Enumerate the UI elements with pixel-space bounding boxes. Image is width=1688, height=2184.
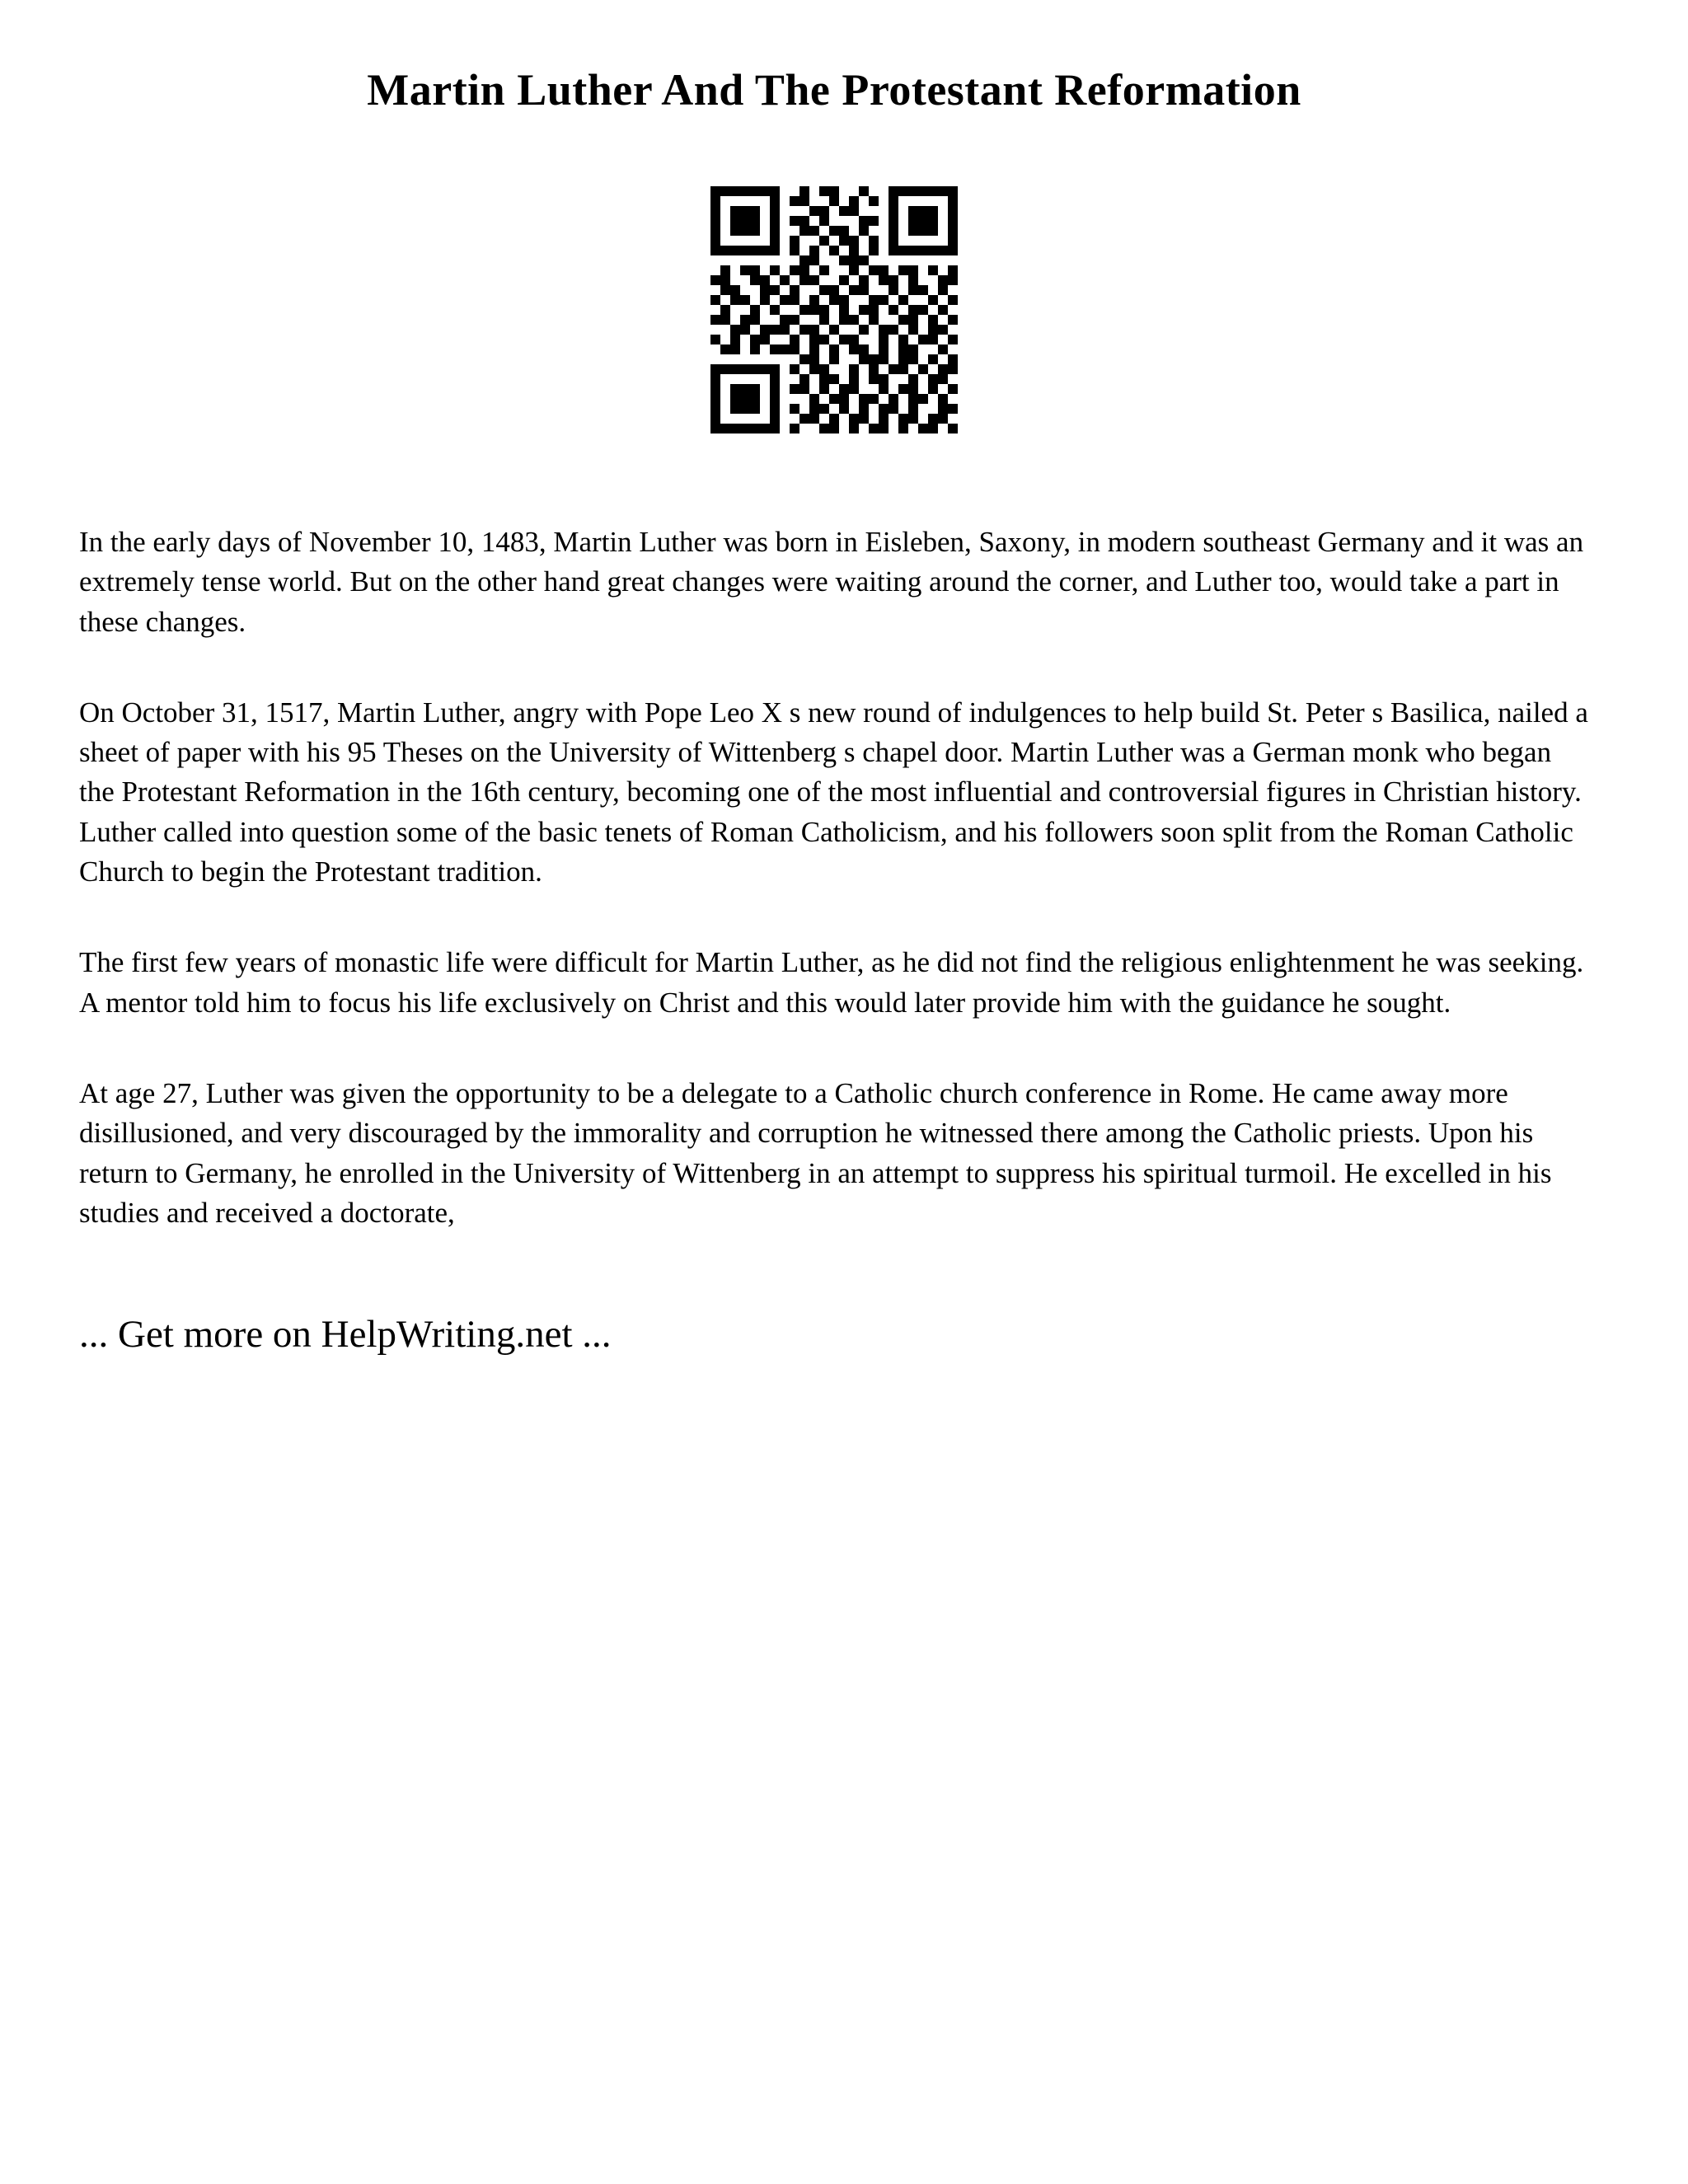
qr-code-container xyxy=(79,186,1589,434)
qr-code-icon xyxy=(710,186,958,434)
essay-body xyxy=(79,523,1589,1233)
qr-code-image xyxy=(710,186,958,434)
paragraph: The first few years of monastic life were difficult for Martin Luther, as he did not find the religious enlightenment he was seeking. A mentor told him to focus his life exclusively on Christ and this would later provide him with the guidance he sought. xyxy=(79,946,1584,1019)
get-more-text: ... Get more on HelpWriting.net ... xyxy=(79,1313,612,1357)
paragraph: In the early days of November 10, 1483, Martin Luther was born in Eisleben, Saxony, in modern southeast Germany and it was an extremely tense world. But on the other hand great changes were waiting around the corner, and Luther too, would take a part in these changes. xyxy=(79,526,1584,638)
paragraph: At age 27, Luther was given the opportunity to be a delegate to a Catholic church conference in Rome. He came away more disillusioned, and very discouraged by the immorality and corruption he witnessed there among the Catholic priests. Upon his return to Germany, he enrolled in the University of Wittenberg in an attempt to suppress his spiritual turmoil. He excelled in his studies and received a doctorate, xyxy=(79,1076,1552,1229)
paragraph: On October 31, 1517, Martin Luther, angry with Pope Leo X s new round of indulgences to help build St. Peter s Basilica, nailed a sheet of paper with his 95 Theses on the University of Wittenberg s chapel door. Martin Luther was a German monk who began the Protestant Reformation in the 16th century, becoming one of the most influential and controversial figures in Christian history. Luther called into question some of the basic tenets of Roman Catholicism, and his followers soon split from the Roman Catholic Church to begin the Protestant tradition. xyxy=(79,696,1588,888)
page-title: Martin Luther And The Protestant Reformation xyxy=(367,65,1301,115)
